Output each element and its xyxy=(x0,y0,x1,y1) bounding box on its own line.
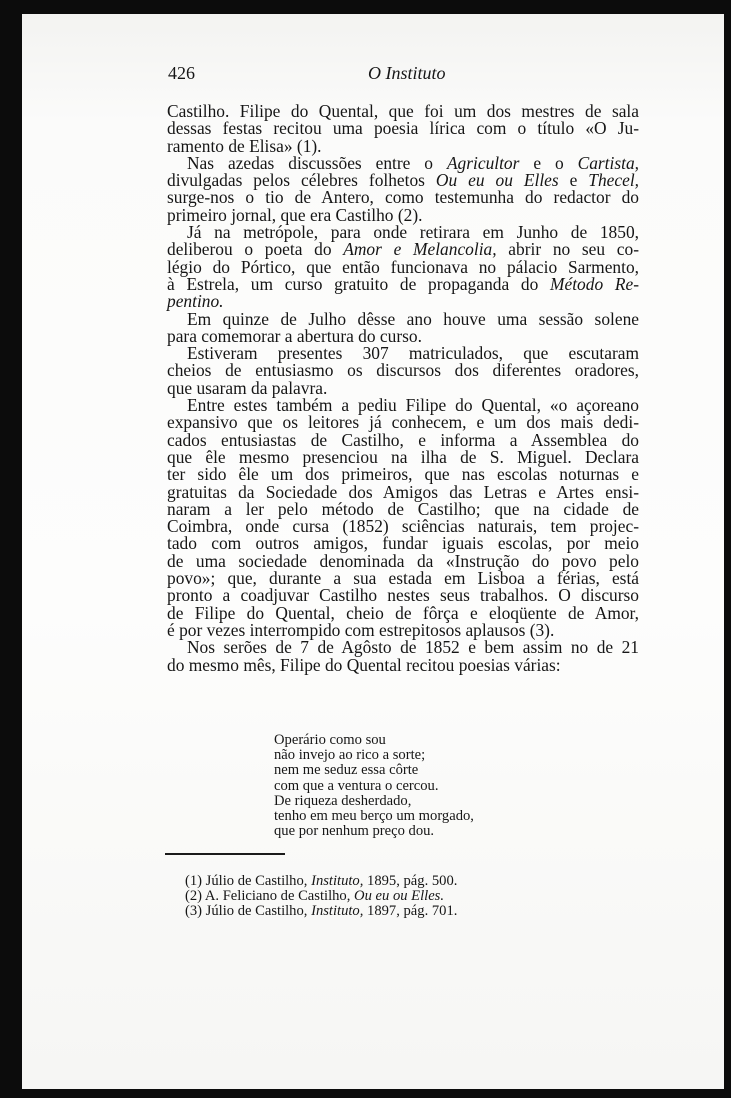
text-line: pentino. xyxy=(167,291,224,312)
text-line: Nos serões de 7 de Agôsto de 1852 e bem assim no de 21 xyxy=(187,637,639,658)
text-line: é por vezes interrompido com estrepitosos aplausos (3). xyxy=(167,619,555,640)
text-line: Em quinze de Julho dêsse ano houve uma sessão solene xyxy=(187,308,639,329)
text-line: divulgadas pelos célebres folhetos Ou eu ou Elles e Thecel, xyxy=(167,170,639,191)
text-line: pronto a coadjuvar Castilho nestes seus trabalhos. O discurso xyxy=(167,585,639,606)
text-line: para comemorar a abertura do curso. xyxy=(167,325,422,346)
verse-line: não invejo ao rico a sorte; xyxy=(274,747,426,764)
text-line: que êle mesmo presenciou na ilha de S. Miguel. Declara xyxy=(167,446,639,467)
verse-line: De riqueza desherdado, xyxy=(274,792,412,809)
text-line: Coimbra, onde cursa (1852) sciências naturais, tem projec- xyxy=(167,516,639,537)
text-line: naram a ler pelo método de Castilho; que na cidade de xyxy=(167,498,639,519)
footnote-1: (1) Júlio de Castilho, Instituto, 1895, pág. 500. xyxy=(185,873,458,889)
text-line: cheios de entusiasmo os discursos dos diferentes oradores, xyxy=(167,360,639,381)
verse-line: com que a ventura o cercou. xyxy=(274,777,439,794)
text-line: à Estrela, um curso gratuito de propaganda do Método Re- xyxy=(167,273,639,294)
text-line: de Filipe do Quental, cheio de fôrça e eloqüente de Amor, xyxy=(167,602,639,623)
text-line: Castilho. Filipe do Quental, que foi um dos mestres de sala xyxy=(167,101,639,121)
text-line: légio do Pórtico, que então funcionava no pálacio Sarmento, xyxy=(167,256,639,277)
text-line: gratuitas da Sociedade dos Amigos das Letras e Artes ensi- xyxy=(167,481,639,502)
text-line: ramento de Elisa» (1). xyxy=(167,135,322,156)
footnote-divider xyxy=(165,853,285,855)
text-line: ter sido êle um dos primeiros, que nas escolas noturnas e xyxy=(167,464,639,485)
body-text xyxy=(167,103,639,674)
footnote-3: (3) Júlio de Castilho, Instituto, 1897, pág. 701. xyxy=(185,903,458,920)
text-line: do mesmo mês, Filipe do Quental recitou poesias várias: xyxy=(167,654,561,675)
text-line: de uma sociedade denominada da «Instrução do povo pelo xyxy=(167,550,639,571)
text-line: tado com outros amigos, fundar iguais escolas, por meio xyxy=(167,533,639,554)
text-line: deliberou o poeta do Amor e Melancolia, abrir no seu co- xyxy=(167,239,640,260)
footnote-2: (2) A. Feliciano de Castilho, Ou eu ou Elles. xyxy=(185,888,445,905)
text-line: Entre estes também a pediu Filipe do Quental, «o açoreano xyxy=(187,395,639,416)
verse-line: nem me seduz essa côrte xyxy=(274,762,419,779)
text-line: Já na metrópole, para onde retirara em Junho de 1850, xyxy=(187,222,639,243)
text-line: cados entusiastas de Castilho, e informa a Assemblea do xyxy=(167,429,639,450)
running-title: O Instituto xyxy=(368,63,446,83)
footnotes xyxy=(185,874,605,920)
text-line: Estiveram presentes 307 matriculados, que escutaram xyxy=(187,343,639,364)
page-number: 426 xyxy=(168,63,195,83)
page-header xyxy=(168,63,638,87)
verse-line: Operário como sou xyxy=(274,732,386,748)
verse-line: que por nenhum preço dou. xyxy=(274,823,435,840)
text-line: Nas azedas discussões entre o Agricultor e o Cartista, xyxy=(187,152,639,173)
text-line: que usaram da palavra. xyxy=(167,377,328,398)
verse-block xyxy=(274,733,574,839)
text-line: surge-nos o tio de Antero, como testemunha do redactor do xyxy=(167,187,639,208)
verse-line: tenho em meu berço um morgado, xyxy=(274,807,474,824)
text-line: povo»; que, durante a sua estada em Lisboa a férias, está xyxy=(167,568,639,589)
text-line: dessas festas recitou uma poesia lírica com o título «O Ju- xyxy=(167,118,639,139)
text-line: primeiro jornal, que era Castilho (2). xyxy=(167,204,423,225)
text-line: expansivo que os leitores já conhecem, e um dos mais dedi- xyxy=(167,412,639,433)
